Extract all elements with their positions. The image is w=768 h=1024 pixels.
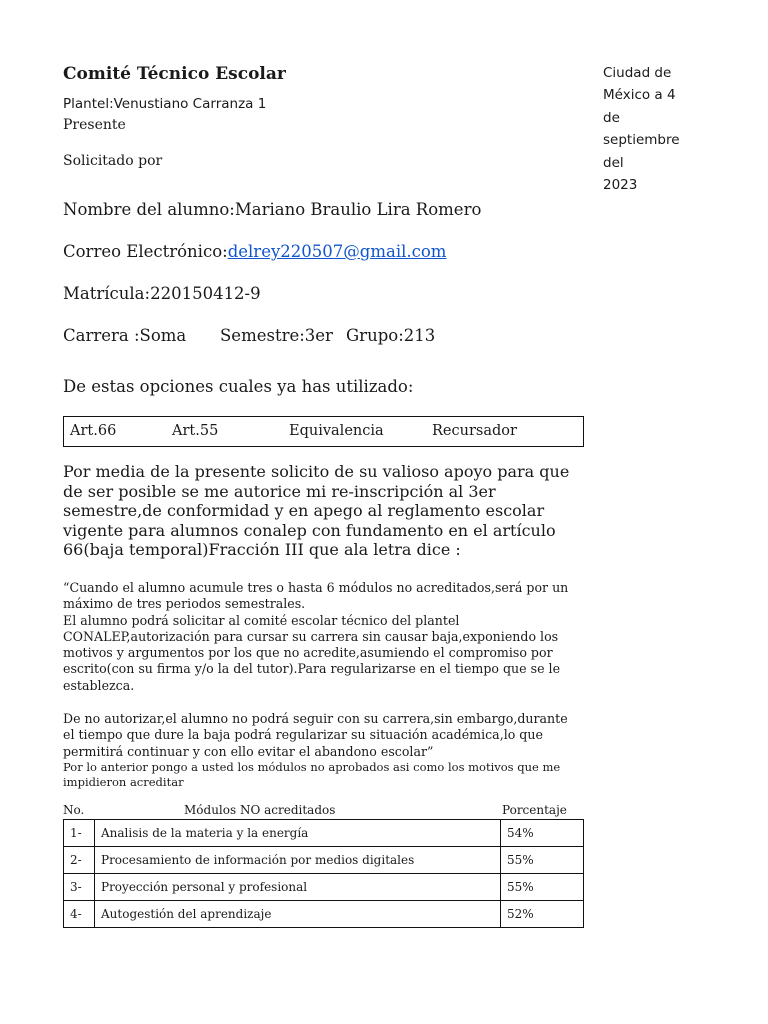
plantel-line: Plantel:Venustiano Carranza 1	[63, 96, 267, 112]
student-name-label: Nombre del alumno:	[63, 200, 235, 219]
carrera-value: Soma	[139, 326, 187, 345]
date-line: 2023	[603, 177, 638, 194]
date-line: de	[603, 109, 620, 126]
presente-line: Presente	[63, 117, 126, 133]
solicitado-line: Solicitado por	[63, 153, 163, 169]
semestre-line	[220, 326, 333, 345]
quote-block	[63, 580, 583, 694]
module-name: Proyección personal y profesional	[95, 874, 501, 901]
grupo-value: 213	[403, 326, 436, 345]
date-line: del	[603, 154, 624, 171]
option-item: Recursador	[432, 423, 517, 439]
col-header-percent: Porcentaje	[502, 803, 567, 817]
email-label: Correo Electrónico:	[63, 242, 228, 261]
module-name: Autogestión del aprendizaje	[95, 901, 501, 928]
quote-line: “Cuando el alumno acumule tres o hasta 6 módulos no acreditados,será por un máximo de tres periodos semestrales.	[63, 580, 569, 612]
module-name: Procesamiento de información por medios digitales	[95, 847, 501, 874]
request-paragraph: Por media de la presente solicito de su valioso apoyo para que de ser posible se me autorice mi re-inscripción al 3er semestre,de conformidad y en apego al reglamento escolar vigente para alumnos conalep con fundamento en el artículo 66(baja temporal)Fracción III que ala letra dice :	[63, 462, 570, 560]
option-item: Art.66	[70, 423, 117, 439]
quote-paragraph: De no autorizar,el alumno no podrá seguir con su carrera,sin embargo,durante el tiempo que dure la baja podrá regularizar su situación académica,lo que permitirá continuar y con ello evitar el abandono escolar”	[63, 711, 568, 759]
date-line: septiembre	[603, 132, 680, 149]
document-title: Comité Técnico Escolar	[63, 64, 286, 84]
col-header-no: No.	[63, 803, 85, 817]
matricula-line	[63, 284, 261, 303]
student-name-value: Mariano Braulio Lira Romero	[234, 200, 482, 219]
col-header-modules: Módulos NO acreditados	[184, 803, 336, 817]
date-block	[603, 62, 683, 196]
table-row	[64, 874, 584, 901]
student-name-line	[63, 200, 481, 219]
row-number: 1-	[64, 820, 95, 847]
table-row	[64, 820, 584, 847]
module-percent: 52%	[501, 901, 584, 928]
row-number: 3-	[64, 874, 95, 901]
option-item: Equivalencia	[289, 423, 384, 439]
email-link[interactable]: delrey220507@gmail.com	[227, 242, 447, 261]
module-percent: 54%	[501, 820, 584, 847]
grupo-line	[346, 326, 435, 345]
module-percent: 55%	[501, 874, 584, 901]
closing-paragraph: Por lo anterior pongo a usted los módulos no aprobados asi como los motivos que me impidieron acreditar	[63, 760, 561, 789]
module-percent: 55%	[501, 847, 584, 874]
options-box	[63, 416, 584, 447]
carrera-label: Carrera :	[63, 326, 140, 345]
carrera-line	[63, 326, 186, 345]
matricula-label: Matrícula:	[63, 284, 151, 303]
grupo-label: Grupo:	[346, 326, 404, 345]
table-row	[64, 847, 584, 874]
table-row	[64, 901, 584, 928]
email-line	[63, 242, 446, 261]
semestre-value: 3er	[304, 326, 333, 345]
modules-table	[63, 819, 584, 928]
date-line: Ciudad de	[603, 65, 672, 81]
row-number: 2-	[64, 847, 95, 874]
options-question: De estas opciones cuales ya has utilizado:	[63, 377, 414, 396]
quote-line: El alumno podrá solicitar al comité escolar técnico del plantel CONALEP,autorización para cursar su carrera sin causar baja,exponiendo los motivos y argumentos por los que no acredite,asumiendo el compromiso por escrito(con su firma y/o la del tutor).Para regularizarse en el tiempo que se le establezca.	[63, 612, 561, 693]
date-line: México a 4	[603, 87, 676, 104]
semestre-label: Semestre:	[220, 326, 305, 345]
matricula-value: 220150412-9	[150, 284, 261, 303]
option-item: Art.55	[172, 423, 219, 439]
row-number: 4-	[64, 901, 95, 928]
module-name: Analisis de la materia y la energía	[95, 820, 501, 847]
